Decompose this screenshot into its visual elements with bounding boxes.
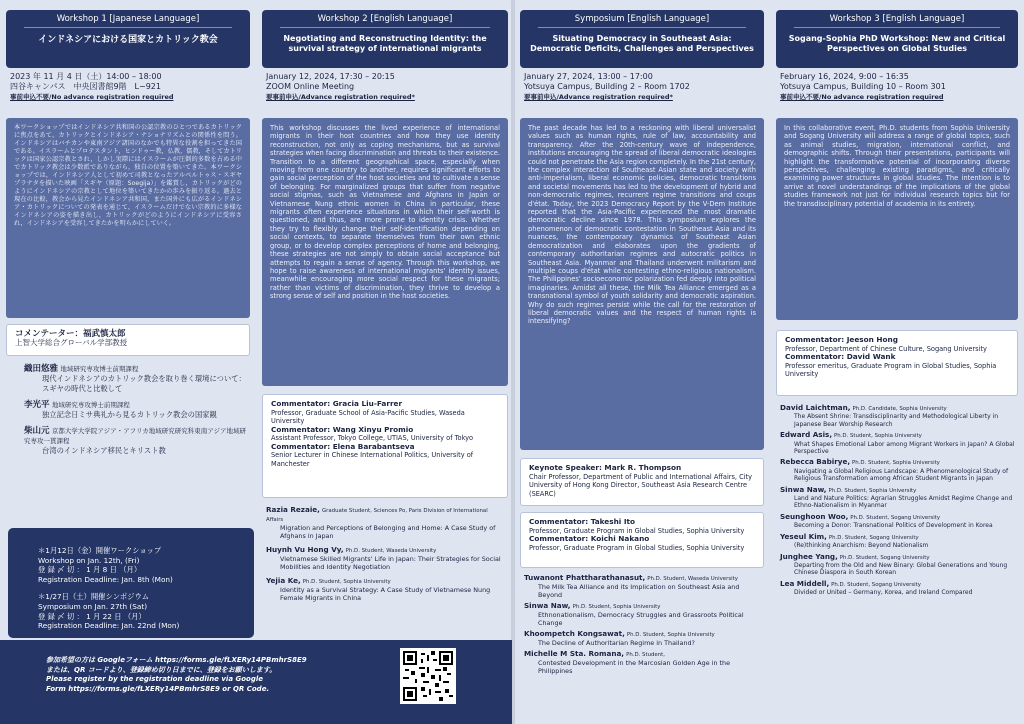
- presenter-affiliation: Ph.D. Student, Sophia University: [833, 433, 922, 440]
- commentator-name: Commentator: David Wank: [785, 352, 896, 361]
- presenter-affiliation: Ph.D. Student, Waseda University: [647, 576, 738, 582]
- presenter-affiliation: Ph.D. Student, Sogang University: [831, 581, 921, 588]
- header-label: Workshop 2 [English Language]: [280, 10, 490, 28]
- presenter-item: [24, 400, 248, 420]
- keynote-box: [520, 458, 764, 506]
- presentation-title: 独立記念日ミサ典礼から見るカトリック教会の国家観: [42, 410, 217, 419]
- event-date: January 12, 2024, 17:30 – 20:15: [266, 72, 395, 81]
- presenter-item: [780, 486, 1016, 510]
- commentator: [271, 443, 499, 469]
- presenter-item: [524, 602, 762, 627]
- deadline-line: ＊1/27日（土）開催シンポジウム: [38, 592, 149, 602]
- presenter-affiliation: Ph.D. Student, Sogang University: [828, 534, 919, 541]
- commentator-affiliation: Professor, Graduate Program in Global Studies, Sophia University: [529, 526, 745, 535]
- commentator-name: Commentator: Jeeson Hong: [785, 335, 898, 344]
- presentation-title: Land and Nature Politics: Agrarian Struggles Amidst Regime Change and Ethno-Nationalism in Myanmar: [794, 495, 1013, 510]
- presenter-name: 李光平: [24, 400, 50, 410]
- header-title: Negotiating and Reconstructing Identity: the survival strategy of international migrants: [283, 34, 487, 53]
- instruction-line[interactable]: 参加希望の方は Googleフォーム https://forms.gle/fLXERy14PBmhrS8E9: [46, 656, 307, 664]
- instruction-line: または、QR コードより、登録締め切り日までに、登録をお願いします。: [46, 665, 277, 674]
- panel-workshop-3: [770, 0, 1024, 724]
- presenter-affiliation: Ph.D. Student, Sogang University: [839, 554, 930, 561]
- presentation-title: Navigating a Global Religious Landscape: A Phenomenological Study of Religious Transformation among African Student Migrants in Japan: [794, 467, 1009, 483]
- presenter-affiliation: Graduate Student, Sciences Po, Paris Division of International Affairs: [266, 508, 488, 523]
- presenter-affiliation: Ph.D. Student, Sophia University: [852, 460, 940, 467]
- presenter-name: Lea Middell,: [780, 578, 830, 588]
- event-venue: 四谷キャンパス 中央図書館9階 L−921: [10, 82, 161, 91]
- presenter-item: [780, 553, 1016, 577]
- presentation-title: Vietnamese Skilled Migrants' Life in Japan: Their Strategies for Social Mobilities and Identity Negotiation: [280, 555, 501, 571]
- presentation-title: 台湾のインドネシア移民とキリスト教: [42, 446, 166, 455]
- presentation-title: Divided or United – Germany, Korea, and Ireland Compared: [794, 589, 973, 597]
- deadline-line: Symposium on Jan. 27th (Sat): [38, 601, 148, 611]
- instruction-line[interactable]: Form https://forms.gle/fLXERy14PBmhrS8E9 or QR Code.: [46, 684, 270, 693]
- presenter-name: Sinwa Naw,: [524, 601, 571, 610]
- presentation-title: The Decline of Authoritarian Regime in Thailand?: [538, 639, 695, 647]
- header-label: Workshop 3 [English Language]: [794, 10, 1000, 28]
- header-title: Situating Democracy in Southeast Asia: Democratic Deficits, Challenges and Perspectives: [530, 34, 754, 53]
- presenter-name: Khoompetch Kongsawat,: [524, 629, 625, 638]
- registration-note: 事前申込不要/No advance registration required: [780, 93, 944, 101]
- workshop-2-header: [262, 10, 508, 68]
- registration-deadlines: [8, 528, 254, 638]
- panel-workshop-1: [0, 0, 256, 724]
- commentator-affiliation: Senior Lecturer in Chinese International Politics, University of Manchester: [271, 451, 474, 468]
- event-info: [10, 72, 248, 102]
- registration-note: 要事前申込/Advance registration required*: [524, 93, 673, 101]
- commentator: [271, 426, 499, 443]
- commentator-name: Commentator: Wang Xinyu Promio: [271, 424, 414, 434]
- presentation-title: (Re)thinking Anarchism: Beyond Nationalism: [794, 542, 929, 550]
- presentation-title: Departing from the Old and New Binary: Global Generations and Young Chinese Diaspora in South Korean: [794, 561, 1008, 577]
- presentation-title: Becoming a Donor: Transnational Politics of Development in Korea: [794, 522, 993, 530]
- presenter-list: [24, 364, 248, 462]
- presenter-affiliation: Ph.D. Student, Sophia University: [572, 604, 661, 610]
- symposium-header: [520, 10, 764, 68]
- deadline-symposium: [38, 592, 254, 630]
- presenter-item: [780, 580, 1016, 597]
- commentator: [529, 518, 755, 535]
- commentator-name: コメンテーター：福武慎太郎: [15, 329, 126, 339]
- presenter-name: Yejia Ke,: [266, 576, 301, 585]
- commentator-affiliation: Professor, Department of Chinese Culture, Sogang University: [785, 344, 987, 353]
- presenter-name: Razia Rezaie,: [266, 505, 320, 514]
- presenter-name: Tuwanont Phattharathanasut,: [524, 573, 646, 582]
- commentator-box: [520, 512, 764, 568]
- presenter-affiliation: Ph.D. Candidate, Sophia University: [852, 406, 947, 412]
- presentation-title: The Milk Tea Alliance and its Implication on Southeast Asia and Beyond: [538, 583, 740, 599]
- abstract: 本ワークショップではインドネシア共和国の公認宗教のひとつであるカトリックに焦点をあて，カトリックとインドネシア・ナショナリズムとの関係性を問う。インドネシアはバチカンや東南アジア諸国のなかでも特異な役割を担ってきた国である。イスラームとプロテスタント，ヒンドゥー教，仏教，儒教，そしてカトリックは国家公認宗教とされ，しかし実際にはイスラームが圧倒的多数を占める中でカトリック教会は少数派でありながら，独自の位置を築いてきた。本ワークショップでは，インドネシア人として初めて司教となったアルベルトゥス・スギヤプラナタを描いた映画「スギヤ（原題：Soegija）」を鑑賞し，カトリックがどのようにインドネシアの宗教として地位を築いてきたかの歩みを振り返る。過去と現在の比較，教会から見たインドネシア共和国，また国外にも広がるインドネシア・カトリックについての発表を通じて，イスラームだけでない宗教的に多様なインドネシアの姿を描き出し，カトリックがどのようにインドネシアに受容され，インドネシアを受容してきたかを明らかにしていく。: [6, 118, 250, 318]
- event-date: January 27, 2024, 13:00 – 17:00: [524, 72, 653, 81]
- commentator: [785, 336, 1009, 353]
- presenter-affiliation: 地域研究専攻博士前期課程: [51, 401, 130, 409]
- presenter-name: Rebecca Babirye,: [780, 457, 851, 467]
- commentator-name: Commentator: Takeshi Ito: [529, 517, 636, 526]
- presenter-item: [24, 426, 248, 456]
- header-title: Sogang-Sophia PhD Workshop: New and Critical Perspectives on Global Studies: [788, 34, 1006, 53]
- presenter-list: [524, 574, 762, 675]
- panel-symposium: [514, 0, 770, 724]
- presenter-affiliation: Ph.D. Student,: [626, 652, 665, 658]
- registration-note: 事前申込不要/No advance registration required: [10, 93, 174, 101]
- deadline-line: ＊1月12日（金）開催ワークショップ: [38, 546, 162, 555]
- commentator: [785, 353, 1009, 379]
- presenter-affiliation: Ph.D. Student, Sophia University: [828, 487, 917, 494]
- presenter-item: [780, 513, 1016, 530]
- abstract: This workshop discusses the lived experience of international migrants in their host countries and how they use identity reconstruction, not only as coping mechanisms, but as survival strategies when facing discrimination and threats to their existence. Transition to a different geographical space, especially when moving from one country to another, requires significant efforts to gain social perception of the host societies and to cultivate a sense of belonging. For marginalized groups that suffer from negative social stigmas, such as Vietnamese and Afghans in Japan or Vietnamese Nung ethnic women in China in particular, these migrants often experience situations in which their self-worth is questioned, and thus, are more prone to identity crisis. Whether they try to flexibly change their self-identification depending on social contexts, to separate themselves from their own ethnic group, or to develop complex perceptions of home and belonging, these strategies are not simply to obtain social acceptance but attempts to regain a sense of agency. Through this workshop, we hope to raise awareness of international migrants' identity issues, meanwhile encouraging more social respect for these migrants; rather than victims of discrimination, they thrive to develop a strong sense of self and position in the host societies.: [262, 118, 508, 386]
- presentation-title: Identity as a Survival Strategy: A Case Study of Vietnamese Nung Female Migrants in China: [280, 586, 491, 602]
- presenter-list: [266, 506, 506, 608]
- presenter-item: [780, 458, 1016, 482]
- commentator-name: Commentator: Gracia Liu-Farrer: [271, 399, 403, 408]
- event-venue: Yotsuya Campus, Building 10 – Room 301: [780, 82, 946, 91]
- presentation-title: What Shapes Emotional Labor among Migrant Workers in Japan? A Global Perspective: [794, 440, 1015, 456]
- event-date: 2023 年 11 月 4 日（土）14:00 – 18:00: [10, 72, 162, 81]
- presenter-item: [524, 574, 762, 599]
- workshop-3-header: [776, 10, 1018, 68]
- event-venue: Yotsuya Campus, Building 2 – Room 1702: [524, 82, 690, 91]
- deadline-line: Registration Deadline: Jan. 22nd (Mon): [38, 621, 180, 631]
- deadline-line: Registration Deadline: Jan. 8th (Mon): [38, 574, 173, 584]
- keynote-affiliation: Chair Professor, Department of Public and International Affairs, City University of Hong Kong Director, Southeast Asia Research Centre (SEARC): [529, 472, 753, 498]
- presentation-title: Ethnonationalism, Democracy Struggles and Grassroots Political Change: [538, 611, 744, 627]
- presentation-title: Contested Development in the Marcosian Golden Age in the Philippines: [538, 659, 731, 675]
- presenter-item: [24, 364, 248, 394]
- presenter-affiliation: Ph.D. Student, Sophia University: [626, 632, 715, 638]
- presenter-item: [266, 546, 506, 571]
- commentator-box: [776, 330, 1018, 396]
- header-title: インドネシアにおける国家とカトリック教会: [38, 35, 218, 45]
- event-date: February 16, 2024, 9:00 – 16:35: [780, 72, 909, 81]
- panel-workshop-2: [256, 0, 514, 724]
- presenter-name: Michelle M Sta. Romana,: [524, 649, 625, 658]
- event-info: [780, 72, 1016, 102]
- deadline-line: Workshop on Jan. 12th, (Fri): [38, 555, 140, 565]
- commentator: [529, 535, 755, 552]
- registration-note: 要事前申込/Advance registration required*: [266, 93, 415, 101]
- presenter-affiliation: Ph.D. Student, Sogang University: [850, 514, 941, 521]
- presenter-name: Yeseul Kim,: [780, 531, 827, 541]
- commentator: [271, 400, 499, 426]
- deadline-line: 登 録 〆 切 ： 1 月 8 日 （月）: [38, 565, 142, 575]
- deadline-workshop: [38, 546, 254, 584]
- instruction-line: Please register by the registration deadline via Google: [46, 675, 264, 683]
- commentator-box: [6, 324, 250, 356]
- presenter-affiliation: 地域研究専攻博士前期課程: [60, 365, 139, 373]
- commentator-box: [262, 394, 508, 498]
- presenter-name: 柴山元: [24, 426, 50, 436]
- presenter-item: [266, 506, 506, 540]
- commentator-name: Commentator: Koichi Nakano: [529, 534, 650, 543]
- presenter-name: Huynh Vu Hong Vy,: [266, 545, 344, 554]
- event-info: [266, 72, 506, 102]
- deadline-line: 登 録 〆 切 ： 1 月 22 日 （月）: [38, 611, 146, 621]
- presenter-affiliation: Ph.D. Student, Waseda University: [345, 548, 437, 554]
- header-label: Workshop 1 [Japanese Language]: [24, 10, 232, 28]
- commentator-affiliation: Assistant Professor, Tokyo College, UTIAS, University of Tokyo: [271, 434, 474, 442]
- presenter-name: 織田悠雅: [24, 364, 59, 374]
- commentator-affiliation: 上智大学総合グローバル学部教授: [15, 337, 128, 347]
- presentation-title: Migration and Perceptions of Belonging and Home: A Case Study of Afghans in Japan: [280, 524, 496, 540]
- abstract: The past decade has led to a reckoning with liberal universalist values such as human rights, rule of law, accountability and transparency. After the 20th-century wave of independence, institutions encouraging the spread of liberal democratic ideologies could not penetrate the Asia region completely. In the 21st century, the complex interaction of Southeast Asian state and society with anti-imperialism, liberal economic policies, democratic transitions and societal movements has led to the development of hybrid and non-democratic regimes, recurrent regime transitions and coups d'état. Today, the 2023 Democracy Report by the V-Dem Institute reported that the Asia-Pacific experienced the most dramatic democratic decline since 1978. This symposium explores the phenomenon of democratic contestation in Southeast Asia and its nuances, the contemporary dynamics of Southeast Asian democratization and elaborates upon the gradients of contemporary authoritarian regimes and autocratic politics in Southeast Asia. Myanmar and Thailand underwent militarism and multiple coups d'état while contesting ethno-religious nationalism. The Philippines' socioeconomic polarization fed deeply into political imaginaries. Amidst all these, the Milk Tea Alliance emerged as a transnational symbol of youth solidarity and democratic aspiration. Why do such regimes persist while the call for the restoration of liberal democratic values and the respect of human rights is intensifying?: [520, 118, 764, 450]
- abstract: In this collaborative event, Ph.D. students from Sophia University and Sogang University will address a range of global topics, such as animal studies, migration, international conflict, and demographic shifts. Through their presentations, participants will highlight the transformative potential of incorporating diverse perspectives, challenging existing paradigms, and critically examining power structures in global studies. The intention is to arrive at novel understandings of the implications of the global studies framework not just for individual research topics but for the transdisciplinary potential of academia in its entirety.: [776, 118, 1018, 320]
- presenter-name: Edward Asis,: [780, 430, 833, 440]
- presenter-item: [780, 533, 1016, 550]
- workshop-1-header: [6, 10, 250, 68]
- header-label: Symposium [English Language]: [538, 10, 746, 28]
- presenter-item: [524, 650, 762, 675]
- event-venue: ZOOM Online Meeting: [266, 82, 355, 91]
- presenter-item: [780, 404, 1016, 428]
- presenter-affiliation: Ph.D. Student, Sophia University: [302, 579, 391, 585]
- keynote-name: Keynote Speaker: Mark R. Thompson: [529, 463, 682, 472]
- presenter-item: [266, 577, 506, 602]
- presenter-affiliation: 京都大学大学院アジア・アフリカ地域研究研究科東南アジア地域研究専攻一貫課程: [24, 427, 246, 445]
- presenter-item: [524, 630, 762, 647]
- presenter-name: David Laichtman,: [780, 403, 851, 412]
- presenter-name: Seunghoon Woo,: [780, 511, 849, 521]
- event-info: [524, 72, 762, 102]
- presenter-name: Junghee Yang,: [780, 551, 838, 561]
- presenter-list: [780, 404, 1016, 597]
- commentator-affiliation: Professor, Graduate School of Asia-Pacific Studies, Waseda University: [271, 408, 465, 425]
- presenter-name: Sinwa Naw,: [780, 484, 827, 494]
- presentation-title: 現代インドネシアのカトリック教会を取り巻く環境について：スギヤの時代と比較して: [42, 374, 246, 393]
- presentation-title: The Absent Shrine: Transdisciplinarity and Methodological Liberty in Japanese Bear Worship Research: [794, 413, 999, 428]
- commentator-affiliation: Professor emeritus, Graduate Program in Global Studies, Sophia University: [785, 361, 997, 378]
- commentator-affiliation: Professor, Graduate Program in Global Studies, Sophia University: [529, 543, 745, 552]
- presenter-item: [780, 431, 1016, 455]
- commentator-name: Commentator: Elena Barabantseva: [271, 441, 415, 451]
